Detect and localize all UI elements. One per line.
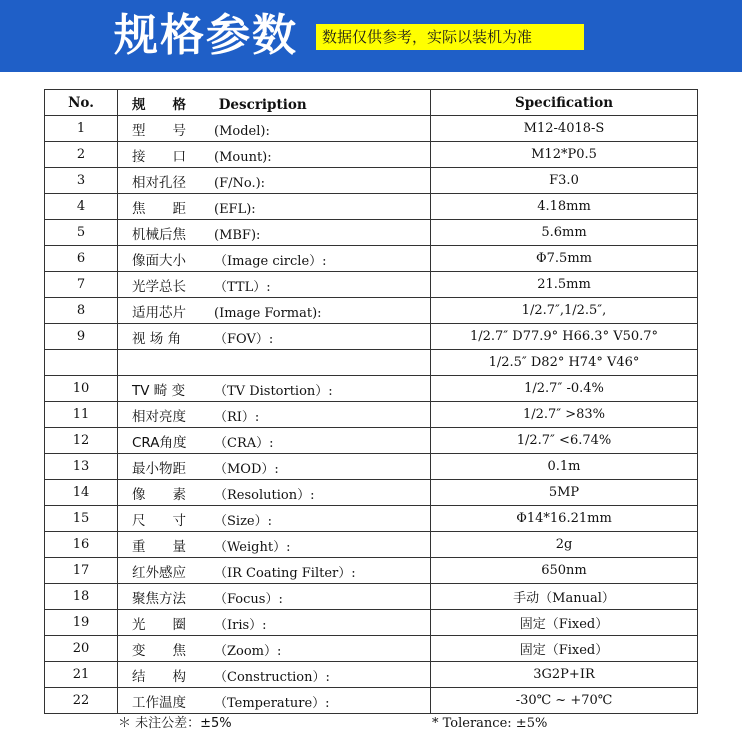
description-en: （FOV）:	[214, 331, 274, 347]
description-en: (EFL):	[214, 201, 256, 217]
row-number: 3	[45, 168, 118, 194]
row-number: 10	[45, 376, 118, 402]
description-cn: 焦 距	[132, 200, 186, 217]
table-row	[45, 272, 698, 298]
table-row	[45, 428, 698, 454]
table-row	[45, 168, 698, 194]
description-cn: 适用芯片	[132, 304, 186, 321]
table-row	[45, 350, 698, 376]
row-description	[118, 662, 431, 688]
row-specification: 1/2.7″ -0.4%	[431, 376, 698, 402]
row-specification: 2g	[431, 532, 698, 558]
header-specification: Specification	[431, 90, 698, 116]
row-specification: M12-4018-S	[431, 116, 698, 142]
table-row	[45, 558, 698, 584]
description-cn: 尺 寸	[132, 512, 186, 529]
row-number: 21	[45, 662, 118, 688]
description-en: （Iris）:	[214, 617, 267, 633]
row-specification: 1/2.5″ D82° H74° V46°	[431, 350, 698, 376]
description-en: （TV Distortion）:	[214, 383, 333, 399]
description-en: （Size）:	[214, 513, 272, 529]
description-en: （RI）:	[214, 409, 260, 425]
row-specification: 1/2.7″ >83%	[431, 402, 698, 428]
row-description	[118, 142, 431, 168]
description-en: （Weight）:	[214, 539, 291, 555]
table-header-row	[45, 90, 698, 116]
spec-table	[44, 89, 698, 714]
description-cn: 工作温度	[132, 694, 186, 711]
row-specification: 1/2.7″,1/2.5″,	[431, 298, 698, 324]
description-en: （Temperature）:	[214, 695, 330, 711]
header-description-cn: 规 格	[132, 96, 186, 113]
row-specification: 1/2.7″ <6.74%	[431, 428, 698, 454]
row-number: 7	[45, 272, 118, 298]
row-specification: 5.6mm	[431, 220, 698, 246]
row-number: 1	[45, 116, 118, 142]
row-number: 16	[45, 532, 118, 558]
row-specification: M12*P0.5	[431, 142, 698, 168]
table-row	[45, 662, 698, 688]
row-description	[118, 558, 431, 584]
description-cn: 结 构	[132, 668, 186, 685]
row-description	[118, 610, 431, 636]
description-en: (Image Format):	[214, 305, 322, 321]
description-en: （CRA）:	[214, 435, 274, 451]
row-description	[118, 350, 431, 376]
description-cn: 最小物距	[132, 460, 186, 477]
description-cn: 聚焦方法	[132, 590, 186, 607]
table-row	[45, 142, 698, 168]
table-row	[45, 688, 698, 714]
row-description	[118, 220, 431, 246]
row-number: 2	[45, 142, 118, 168]
description-cn: 视 场 角	[132, 330, 182, 347]
row-number	[45, 350, 118, 376]
row-description	[118, 168, 431, 194]
description-cn: CRA角度	[132, 434, 187, 451]
row-description	[118, 272, 431, 298]
description-en: （TTL）:	[214, 279, 271, 295]
description-cn: 相对孔径	[132, 174, 186, 191]
row-number: 19	[45, 610, 118, 636]
row-description	[118, 298, 431, 324]
description-en: (F/No.):	[214, 175, 266, 191]
row-number: 14	[45, 480, 118, 506]
row-specification: 5MP	[431, 480, 698, 506]
row-number: 22	[45, 688, 118, 714]
row-number: 4	[45, 194, 118, 220]
disclaimer-note: 数据仅供参考，实际以装机为准	[316, 24, 584, 50]
table-row	[45, 194, 698, 220]
header-description	[118, 90, 431, 116]
description-cn: 机械后焦	[132, 226, 186, 243]
header-no: No.	[45, 90, 118, 116]
description-en: （Zoom）:	[214, 643, 282, 659]
row-description	[118, 506, 431, 532]
description-en: （Image circle）:	[214, 253, 327, 269]
description-cn: TV 畸 变	[132, 382, 186, 399]
row-description	[118, 428, 431, 454]
row-number: 12	[45, 428, 118, 454]
row-specification: 固定（Fixed）	[431, 636, 698, 662]
row-specification: 0.1m	[431, 454, 698, 480]
table-row	[45, 116, 698, 142]
row-description	[118, 532, 431, 558]
header-description-en: Description	[218, 96, 307, 113]
description-cn: 光 圈	[132, 616, 186, 633]
table-row	[45, 480, 698, 506]
row-specification: 3G2P+IR	[431, 662, 698, 688]
row-number: 6	[45, 246, 118, 272]
table-row	[45, 324, 698, 350]
table-row	[45, 584, 698, 610]
row-description	[118, 636, 431, 662]
description-cn: 光学总长	[132, 278, 186, 295]
description-cn: 型 号	[132, 122, 186, 139]
row-specification: 4.18mm	[431, 194, 698, 220]
row-specification: Φ14*16.21mm	[431, 506, 698, 532]
row-specification: 650nm	[431, 558, 698, 584]
tolerance-note-en: * Tolerance: ±5%	[432, 716, 548, 731]
description-cn: 红外感应	[132, 564, 186, 581]
header-banner	[0, 0, 742, 72]
table-row	[45, 454, 698, 480]
row-specification: -30℃ ~ +70℃	[431, 688, 698, 714]
row-number: 15	[45, 506, 118, 532]
description-cn: 接 口	[132, 148, 186, 165]
row-description	[118, 688, 431, 714]
table-row	[45, 610, 698, 636]
table-row	[45, 636, 698, 662]
row-specification: Φ7.5mm	[431, 246, 698, 272]
description-en: （MOD）:	[214, 461, 279, 477]
row-specification: 21.5mm	[431, 272, 698, 298]
row-description	[118, 116, 431, 142]
row-description	[118, 454, 431, 480]
row-specification: 手动（Manual）	[431, 584, 698, 610]
description-cn: 像 素	[132, 486, 186, 503]
row-number: 20	[45, 636, 118, 662]
row-specification: 固定（Fixed）	[431, 610, 698, 636]
row-description	[118, 480, 431, 506]
row-description	[118, 376, 431, 402]
row-number: 8	[45, 298, 118, 324]
table-row	[45, 506, 698, 532]
table-row	[45, 376, 698, 402]
description-cn: 相对亮度	[132, 408, 186, 425]
table-row	[45, 220, 698, 246]
row-number: 11	[45, 402, 118, 428]
description-cn: 像面大小	[132, 252, 186, 269]
row-specification: F3.0	[431, 168, 698, 194]
description-cn: 重 量	[132, 538, 186, 555]
description-en: (Model):	[214, 123, 270, 139]
table-row	[45, 246, 698, 272]
tolerance-note-cn: ＊ 未注公差：±5%	[118, 716, 232, 731]
table-row	[45, 532, 698, 558]
row-number: 9	[45, 324, 118, 350]
row-number: 18	[45, 584, 118, 610]
row-number: 17	[45, 558, 118, 584]
description-en: （Construction）:	[214, 669, 330, 685]
row-specification: 1/2.7″ D77.9° H66.3° V50.7°	[431, 324, 698, 350]
row-number: 13	[45, 454, 118, 480]
table-row	[45, 298, 698, 324]
table-row	[45, 402, 698, 428]
description-en: (MBF):	[214, 227, 261, 243]
row-description	[118, 584, 431, 610]
description-en: （Focus）:	[214, 591, 283, 607]
page-title: 规格参数	[114, 10, 298, 61]
row-description	[118, 246, 431, 272]
row-description	[118, 194, 431, 220]
description-en: (Mount):	[214, 149, 272, 165]
row-number: 5	[45, 220, 118, 246]
row-description	[118, 324, 431, 350]
description-en: （IR Coating Filter）:	[214, 565, 356, 581]
spec-table-body	[45, 116, 698, 714]
description-en: （Resolution）:	[214, 487, 315, 503]
row-description	[118, 402, 431, 428]
description-cn: 变 焦	[132, 642, 186, 659]
